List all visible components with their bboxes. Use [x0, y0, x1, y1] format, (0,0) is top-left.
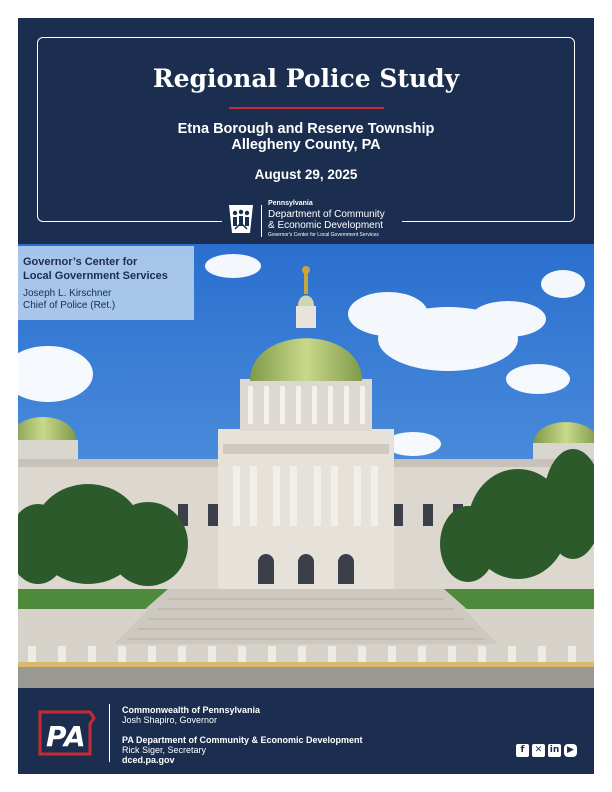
report-date: August 29, 2025: [254, 167, 358, 182]
author-title: Chief of Police (Ret.): [23, 300, 116, 311]
subtitle-county: Allegheny County, PA: [231, 137, 381, 153]
logo-department-line2: & Economic Development: [268, 220, 384, 231]
facebook-icon[interactable]: f: [516, 744, 529, 757]
subtitle-municipalities: Etna Borough and Reserve Township: [177, 121, 435, 137]
center-name-line2: Local Government Services: [23, 270, 168, 282]
author-name: Joseph L. Kirschner: [23, 288, 112, 299]
secretary-label: Rick Siger, Secretary: [122, 745, 207, 755]
logo-department-line1: Department of Community: [268, 209, 385, 220]
commonwealth-label: Commonwealth of Pennsylvania: [122, 705, 261, 715]
keystone-icon: [226, 203, 256, 235]
department-label: PA Department of Community & Economic Development: [122, 735, 363, 745]
footer-band: [18, 688, 594, 774]
x-icon[interactable]: ✕: [532, 744, 545, 757]
youtube-icon[interactable]: ▶: [564, 744, 577, 757]
pa-logo: [36, 708, 98, 758]
center-name-line1: Governor’s Center for: [23, 256, 138, 268]
report-title: Regional Police Study: [152, 64, 460, 93]
footer-divider: [109, 704, 110, 762]
logo-center-label: Governor's Center for Local Government Services: [268, 232, 379, 238]
logo-divider: [261, 205, 262, 237]
website-link[interactable]: dced.pa.gov: [122, 755, 175, 765]
title-divider: [229, 107, 384, 109]
linkedin-icon[interactable]: in: [549, 745, 560, 755]
logo-state-label: Pennsylvania: [268, 200, 313, 207]
pa-logo-text: PA: [46, 720, 86, 753]
governor-label: Josh Shapiro, Governor: [122, 715, 218, 725]
